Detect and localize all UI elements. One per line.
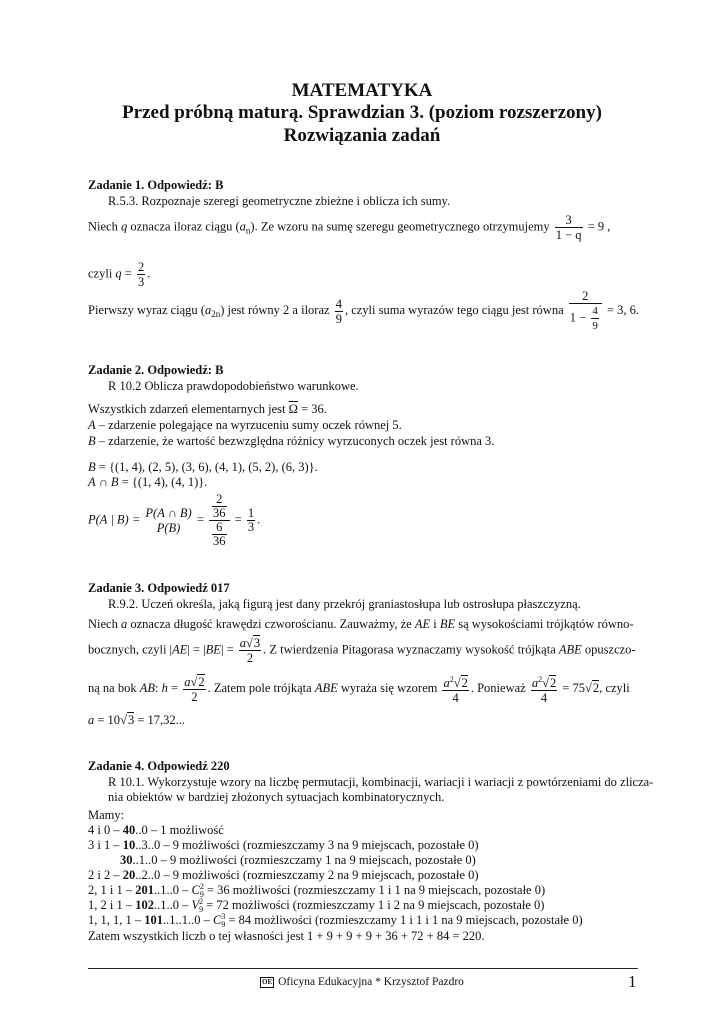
task4-standard-line2: nia obiektów w bardziej złożonych sytuacjach kombinatorycznych. <box>108 790 445 804</box>
fraction-a-sqrt2-over-2: $\frac{a√2}{2}$ <box>184 674 205 704</box>
footer <box>0 976 724 988</box>
task2-line2: A – zdarzenie polegające na wyrzuceniu sumy oczek równej 5. <box>88 418 402 432</box>
fraction-sum-series: 2 1 − $\frac{4}{9}$ <box>569 289 602 333</box>
fraction-4-over-9: $\frac{4}{9}$ <box>335 296 342 326</box>
fraction-area-formula-2: $\frac{a^2√2}{4}$ <box>531 675 557 705</box>
task4-row2: 3 i 1 – 10..3..0 – 9 możliwości (rozmieszczamy 3 na 9 miejscach, pozostałe 0) <box>88 838 479 852</box>
task1-line3: Pierwszy wyraz ciągu $(a_{2n})$ jest równy 2 a iloraz $\frac{4}{9}$ , czyli suma wyrazów tego ciągu jest równa 2 1 − $\frac{4}{9}$ = 3, 6. <box>88 289 639 332</box>
footer-divider <box>88 968 638 969</box>
fraction-a-sqrt3-over-2: $\frac{a√3}{2}$ <box>239 636 261 665</box>
task2-line1: Wszystkich zdarzeń elementarnych jest $\overline{\Omega} = 36$. <box>88 402 327 416</box>
task1-line1: Niech q oznacza iloraz ciągu $(a_n)$. Ze wzoru na sumę szeregu geometrycznego otrzymujemy $\frac{3}{1 - q}$ = 9 , <box>88 213 611 242</box>
fraction-2-over-3: $\frac{2}{3}$ <box>137 260 145 289</box>
task2-heading: Zadanie 2. Odpowiedź: B <box>88 363 224 377</box>
task4-standard-line1: R 10.1. Wykorzystuje wzory na liczbę permutacji, kombinacji, wariacji i wariacji z powtórzeniami do zlicza- <box>108 775 654 789</box>
task2-line4: B = {(1, 4), (2, 5), (3, 6), (4, 1), (5, 2), (6, 3)}. <box>88 460 318 474</box>
task2-standard: R 10.2 Oblicza prawdopodobieństwo warunkowe. <box>108 379 359 393</box>
task2-probability-formula: P(A | B) = P(A ∩ B) P(B) = $\frac{\frac{2}{36}}{\frac{6}{36}}$ = $\frac{1}{3}$ . <box>88 492 261 548</box>
task3-line1: Niech a oznacza długość krawędzi czworościanu. Zauważmy, że AE i BE są wysokościami trójkątów równo- <box>88 617 634 631</box>
task2-line5: A ∩ B = {(1, 4), (4, 1)}. <box>88 475 208 489</box>
task1-heading: Zadanie 1. Odpowiedź: B <box>88 178 224 192</box>
page-number: 1 <box>628 972 637 991</box>
task3-heading: Zadanie 3. Odpowiedź 017 <box>88 581 230 595</box>
publisher-logo-icon: OE <box>262 977 273 986</box>
footer-publisher-text: Oficyna Edukacyjna * Krzysztof Pazdro <box>278 976 464 988</box>
fraction-area-formula: $\frac{a^2√2}{4}$ <box>443 675 468 705</box>
task3-standard: R.9.2. Uczeń określa, jaką figurą jest dany przekrój graniastosłupa lub ostrosłupa płaszczyzną. <box>108 597 581 611</box>
task4-row4: 2 i 2 – 20..2..0 – 9 możliwości (rozmieszczamy 2 na 9 miejscach, pozostałe 0) <box>88 868 479 882</box>
task4-row6: 1, 2 i 1 – 102..1..0 – V 2 9 = 72 możliwości (rozmieszczamy 1 i 2 na 9 miejscach, pozostałe 0) <box>88 897 545 915</box>
task4-row5: 2, 1 i 1 – 201..1..0 – C 2 9 = 36 możliwości (rozmieszczamy 1 i 1 na 9 miejscach, pozostałe 0) <box>88 882 546 900</box>
task4-row7: 1, 1, 1, 1 – 101..1..1..0 – C 3 9 = 84 możliwości (rozmieszczamy 1 i 1 i 1 na 9 miejscach, pozostałe 0) <box>88 912 583 930</box>
task3-line4: a = 10√3 = 17,32... <box>88 713 185 727</box>
task3-line3: ną na bok AB: h = $\frac{a√2}{2}$ . Zatem pole trójkąta ABE wyraża się wzorem $\frac{a^2√2}{4}$ . Ponieważ $\frac{a^2√2}{4}$ = 75√2, czyli <box>88 674 630 705</box>
task2-line3: B – zdarzenie, że wartość bezwzględna różnicy wyrzuconych oczek jest równa 3. <box>88 434 495 448</box>
task4-row3: 30..1..0 – 9 możliwości (rozmieszczamy 1 na 9 miejscach, pozostałe 0) <box>120 853 476 867</box>
document-subtitle: Przed próbną maturą. Sprawdzian 3. (poziom rozszerzony) <box>122 102 602 123</box>
task4-heading: Zadanie 4. Odpowiedź 220 <box>88 759 230 773</box>
task3-line2: bocznych, czyli |AE| = |BE| = $\frac{a√3}{2}$ . Z twierdzenia Pitagorasa wyznaczamy wysokość trójkąta ABE opuszczo- <box>88 636 636 665</box>
task1-line2: czyli q = $\frac{2}{3}$ . <box>88 260 151 289</box>
task4-total: Zatem wszystkich liczb o tej własności jest 1 + 9 + 9 + 9 + 36 + 72 + 84 = 220. <box>88 929 485 943</box>
fraction-3-over-1-minus-q: $\frac{3}{1 - q}$ <box>555 213 582 242</box>
task4-mamy: Mamy: <box>88 808 125 822</box>
document-subtitle-2: Rozwiązania zadań <box>283 125 441 146</box>
task4-row1: 4 i 0 – 40..0 – 1 możliwość <box>88 823 224 837</box>
task1-standard: R.5.3. Rozpoznaje szeregi geometryczne zbieżne i oblicza ich sumy. <box>108 194 451 208</box>
document-title: MATEMATYKA <box>291 80 433 101</box>
